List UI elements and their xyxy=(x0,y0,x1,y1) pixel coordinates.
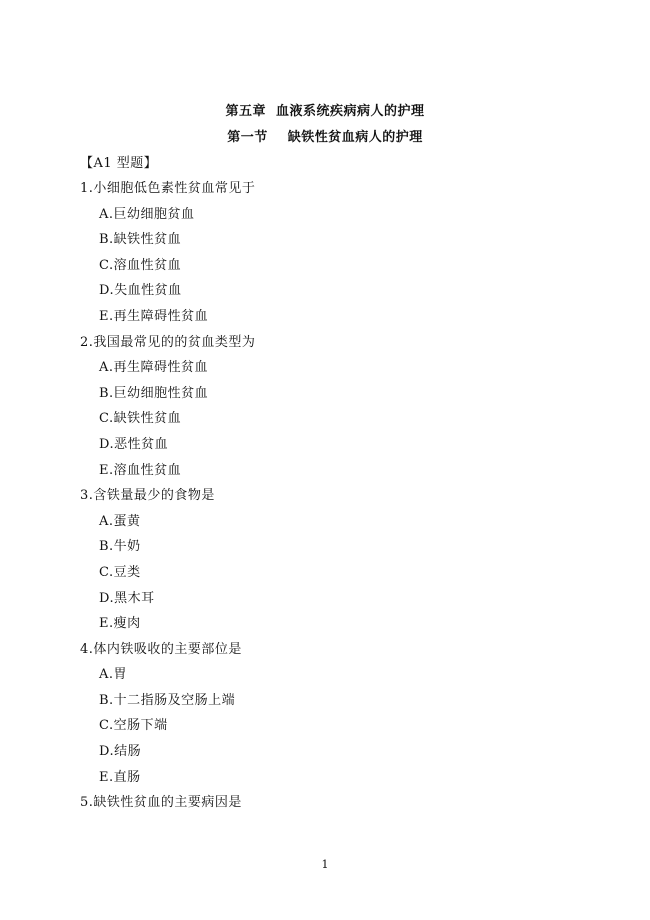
question-stem: 4.体内铁吸收的主要部位是 xyxy=(80,641,242,657)
option-e: E.再生障碍性贫血 xyxy=(99,308,209,324)
question-stem: 2.我国最常见的的贫血类型为 xyxy=(80,334,256,350)
question-list xyxy=(80,176,600,816)
option-d: D.失血性贫血 xyxy=(99,283,182,299)
option-c: C.豆类 xyxy=(99,564,141,580)
option-e: E.瘦肉 xyxy=(99,616,141,632)
question-stem: 3.含铁量最少的食物是 xyxy=(80,488,215,504)
option-d: D.恶性贫血 xyxy=(99,436,169,452)
option-c: C.溶血性贫血 xyxy=(99,257,182,273)
question-5 xyxy=(80,790,600,816)
option-b: B.缺铁性贫血 xyxy=(99,232,182,248)
option-d: D.结肠 xyxy=(99,744,142,760)
question-stem: 5.缺铁性贫血的主要病因是 xyxy=(80,795,242,811)
chapter-title: 第五章 血液系统疾病病人的护理 xyxy=(225,104,425,119)
question-stem: 1.小细胞低色素性贫血常见于 xyxy=(80,181,256,196)
section-title: 第一节 缺铁性贫血病人的护理 xyxy=(227,130,423,145)
option-a: A.蛋黄 xyxy=(99,513,141,529)
option-d: D.黑木耳 xyxy=(99,590,155,606)
question-3 xyxy=(80,483,600,637)
option-e: E.直肠 xyxy=(99,769,141,785)
question-2 xyxy=(80,330,600,484)
option-c: C.空肠下端 xyxy=(99,718,168,734)
option-a: A.巨幼细胞贫血 xyxy=(99,206,195,222)
option-c: C.缺铁性贫血 xyxy=(99,411,182,427)
question-4 xyxy=(80,637,600,791)
question-type-heading: 【A1 型题】 xyxy=(80,156,158,171)
page-number: 1 xyxy=(321,858,329,871)
option-b: B.牛奶 xyxy=(99,539,141,555)
option-b: B.巨幼细胞性贫血 xyxy=(99,385,209,401)
option-e: E.溶血性贫血 xyxy=(99,462,182,478)
option-a: A.再生障碍性贫血 xyxy=(99,360,209,376)
option-b: B.十二指肠及空肠上端 xyxy=(99,692,236,708)
option-a: A.胃 xyxy=(99,667,128,683)
question-1 xyxy=(80,176,600,330)
